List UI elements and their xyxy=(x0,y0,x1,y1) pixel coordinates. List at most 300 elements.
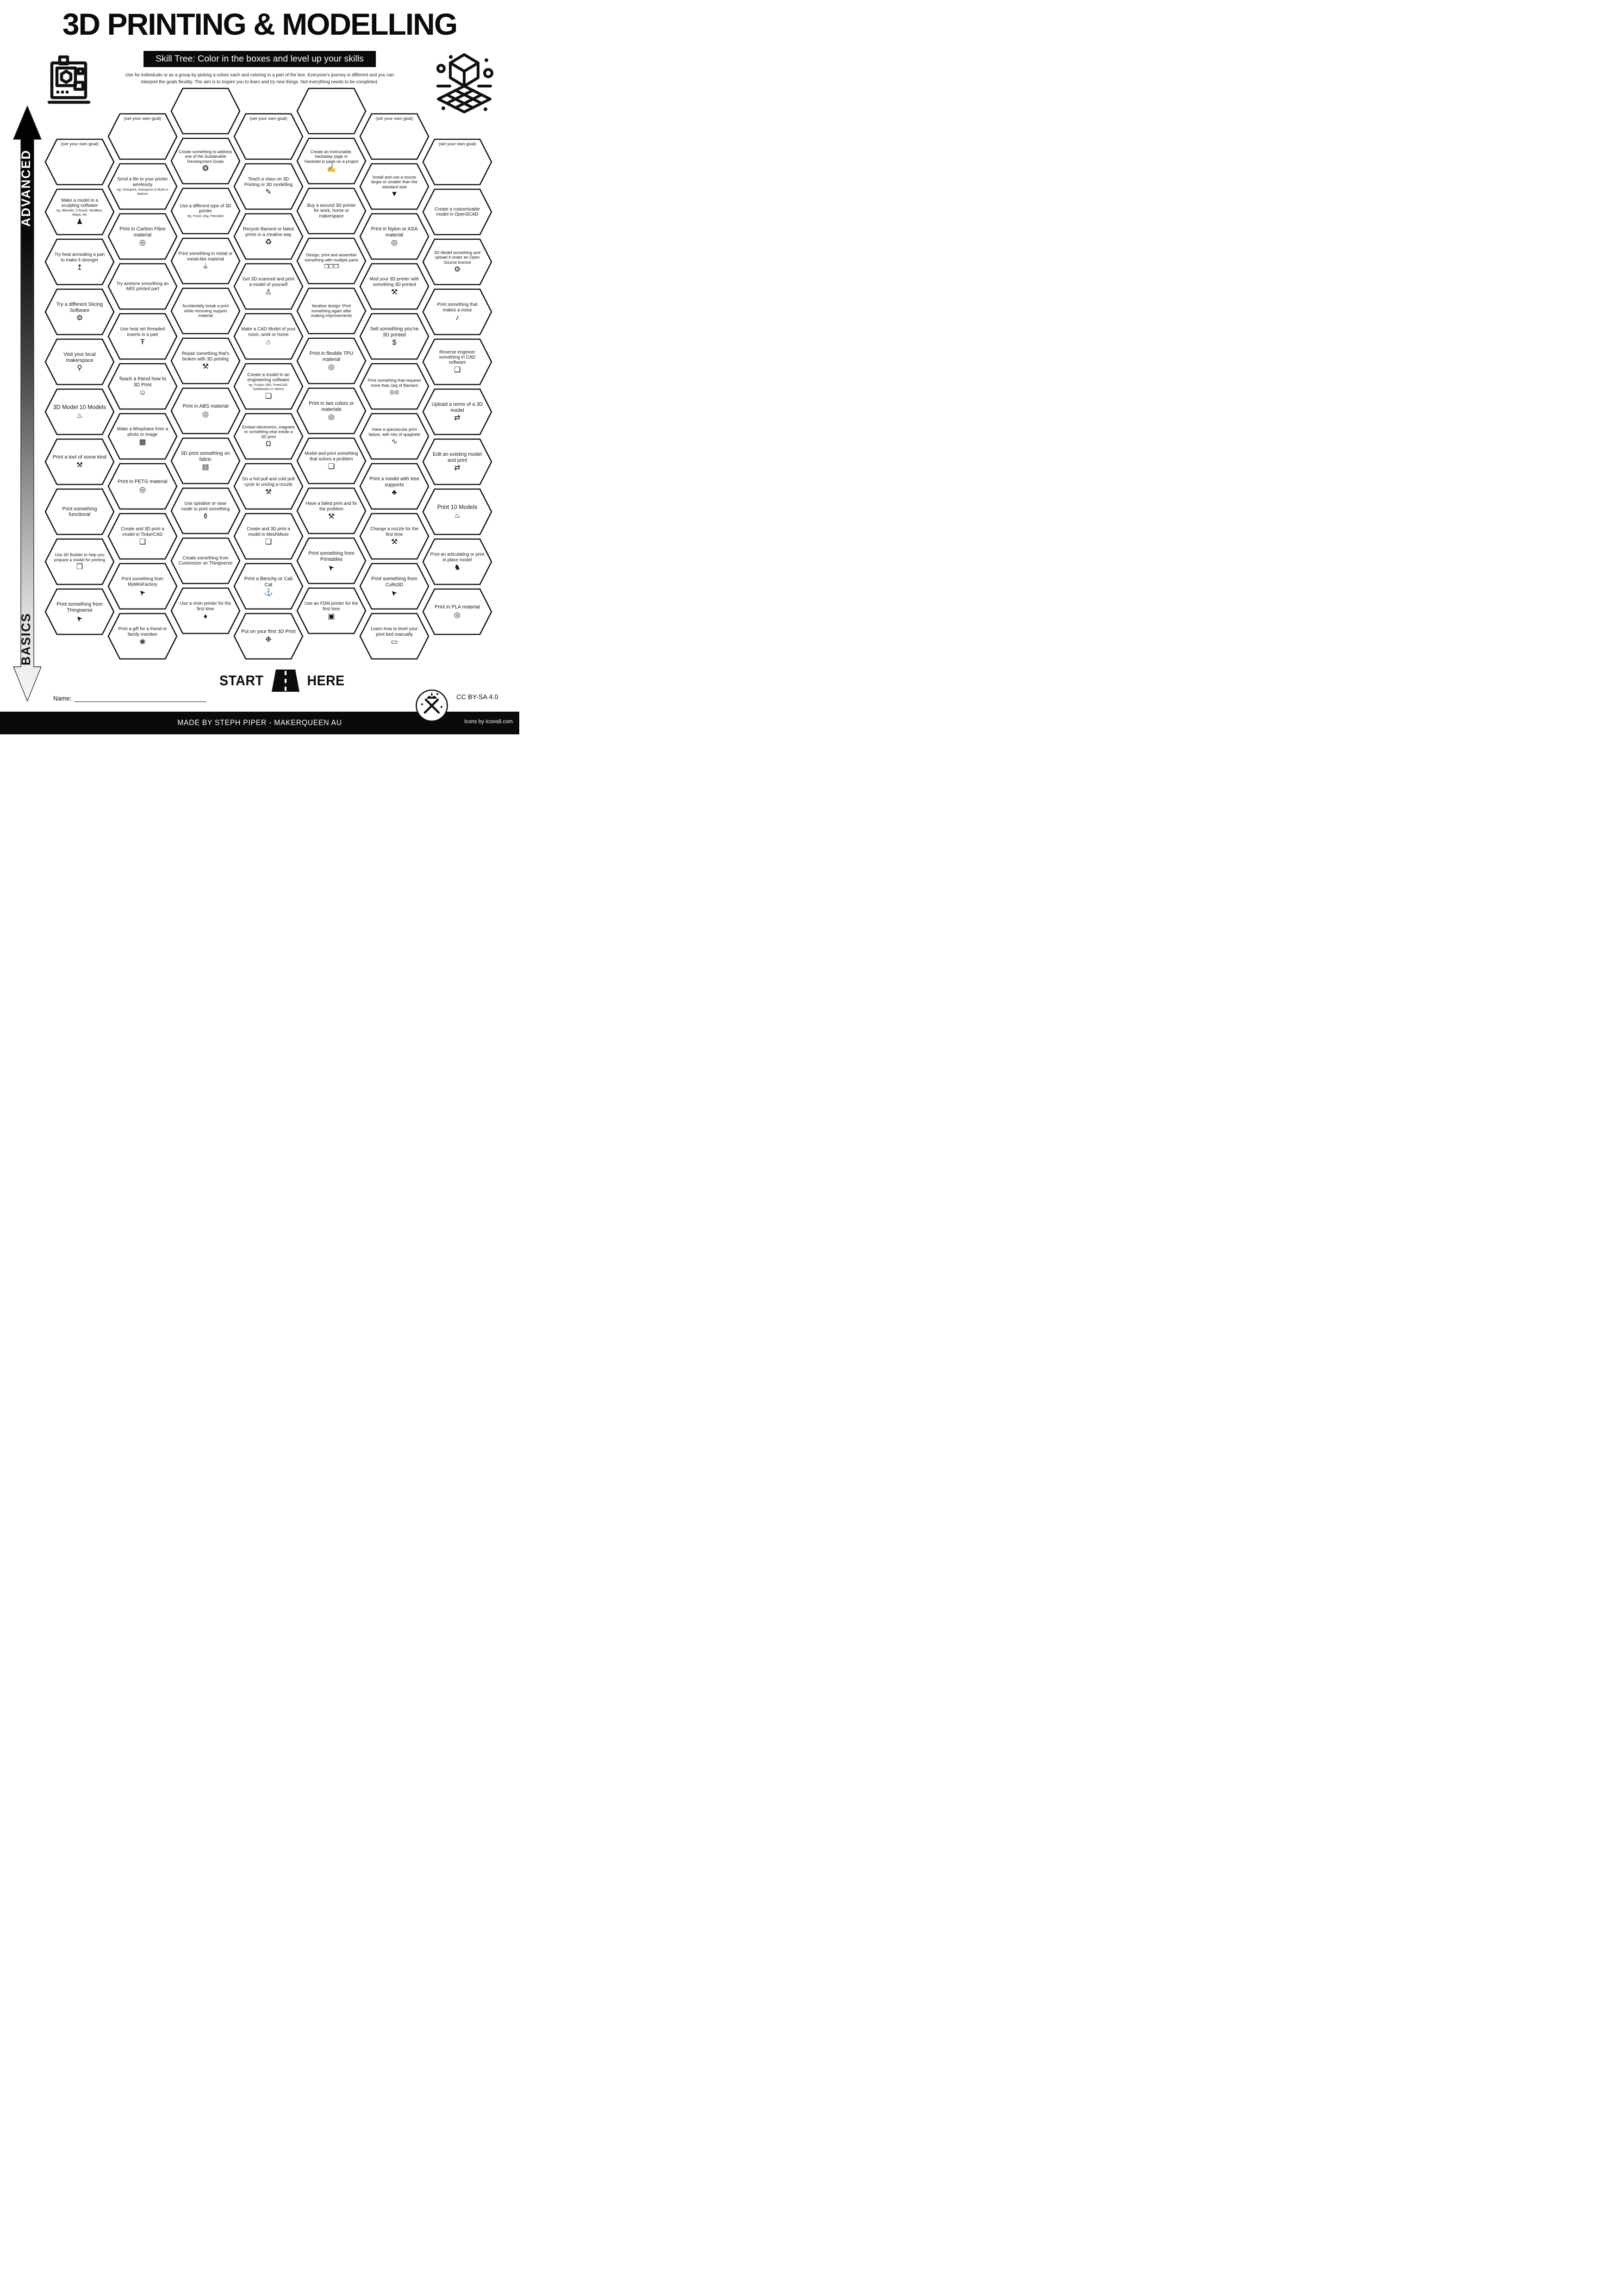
hex-make-a-model-in-a-sculpting-software[interactable] xyxy=(44,188,115,236)
hex-send-a-file-to-your-printer-wirelessly[interactable] xyxy=(107,162,178,211)
hex-content xyxy=(115,263,170,310)
hex-use-heat-set-threaded-inserts-in-a-part[interactable] xyxy=(107,312,178,360)
hex-subtitle: eg. Blender, Z-brush, MudBox, Maya, etc xyxy=(56,208,103,217)
hex-title: Change a nozzle for the first time xyxy=(370,527,419,537)
hex-content xyxy=(304,138,359,184)
crossed-tools-icon: ⚒ xyxy=(328,512,335,521)
hex-content xyxy=(367,463,422,509)
hex-content xyxy=(52,339,107,385)
footer-credit: MADE BY STEPH PIPER - MAKERQUEEN AU xyxy=(177,719,342,727)
hex-print-in-flexible-tpu-material[interactable] xyxy=(296,337,367,385)
hex-content xyxy=(178,138,233,184)
hex-subtitle: eg. Octoprint, Astroprint or Built-in feature xyxy=(117,187,168,196)
hex-content xyxy=(178,438,233,484)
hex-change-a-nozzle-for-the-first-time[interactable] xyxy=(359,512,429,560)
filament-spool-icon: ◎ xyxy=(328,363,335,371)
filament-spool-icon: ◎ xyxy=(139,485,146,494)
hex-content xyxy=(52,589,107,635)
hex-content xyxy=(367,563,422,609)
hex-title: Print in Nylon or ASA material xyxy=(371,226,418,238)
hex-put-on-your-first-3d-print[interactable] xyxy=(233,612,304,660)
cake-icon: ♨ xyxy=(454,511,461,520)
hex-repair-something-that-s-broken-with-3d-pri[interactable] xyxy=(170,337,241,385)
remix-arrows-icon: ⇄ xyxy=(454,414,460,422)
hex-title: 3D print something on fabric xyxy=(181,451,230,462)
hex-content xyxy=(241,363,296,410)
hex-title: Do a hot pull and cold pull cycle to unclog a nozzle xyxy=(242,477,295,487)
hex-create-and-3d-print-a-model-in-tinkercad[interactable] xyxy=(107,512,178,560)
basics-label: BASICS xyxy=(19,612,33,665)
hex-title: Create a customizable model in OpenSCAD xyxy=(435,206,480,217)
remix-arrows-icon: ⇄ xyxy=(454,464,460,472)
hex-accidentally-break-a-print-while-removing-[interactable] xyxy=(170,287,241,335)
hex-do-a-hot-pull-and-cold-pull-cycle-to-unclo[interactable] xyxy=(233,462,304,510)
printer-icon: ▣ xyxy=(328,612,335,621)
hex-edit-an-existing-model-and-print[interactable] xyxy=(422,438,492,486)
hex-have-a-failed-print-and-fix-the-problem[interactable] xyxy=(296,487,367,535)
hex-buy-a-second-3d-printer-for-work-home-or-m[interactable] xyxy=(296,187,367,235)
hex-content xyxy=(52,539,107,585)
hex-print-something-from-printables[interactable] xyxy=(296,537,367,585)
hex-content xyxy=(430,139,485,188)
hex-create-a-customizable-model-in-openscad[interactable] xyxy=(422,188,492,236)
hex-content xyxy=(52,139,107,188)
hex-print-in-carbon-fibre-material[interactable] xyxy=(107,212,178,261)
crossed-tools-icon: ⚒ xyxy=(265,488,272,496)
anvil-icon: ⏚ xyxy=(201,262,209,271)
filament-spool-icon: ◎ xyxy=(139,238,146,247)
hex-print-something-from-thingiverse[interactable] xyxy=(44,588,115,636)
hex-content xyxy=(430,289,485,335)
hex-content xyxy=(178,388,233,434)
hex-use-a-different-type-of-3d-printer[interactable] xyxy=(170,187,241,235)
hex-content xyxy=(241,513,296,559)
hex-title: Learn how to level your print bed manually xyxy=(371,627,418,637)
name-field xyxy=(53,694,206,702)
hex-print-something-from-myminifactory[interactable] xyxy=(107,562,178,610)
led-icon: Ω xyxy=(266,440,271,448)
gift-bow-icon: ❀ xyxy=(139,638,146,646)
hex-print-something-functional[interactable] xyxy=(44,488,115,536)
hex-title: Try a different Slicing Software xyxy=(56,302,103,313)
hex-title: Have a spectacular print failure, with lots of spaghetti xyxy=(368,427,420,437)
hex-content xyxy=(241,163,296,210)
hex-content xyxy=(178,188,233,234)
hex-content xyxy=(241,113,296,163)
hex-content xyxy=(115,313,170,360)
document-icon: ✍ xyxy=(327,165,336,173)
hex-mod-your-3d-printer-with-something-3d-prin[interactable] xyxy=(359,262,429,310)
hex-content xyxy=(241,563,296,609)
hex-content xyxy=(115,613,170,659)
road-icon xyxy=(271,669,300,692)
hex-title: 3D Model 10 Models xyxy=(53,404,106,411)
hex-title: Design, print and assemble something with multiple parts xyxy=(304,253,359,262)
hex-make-a-lithophane-from-a-photo-or-image[interactable] xyxy=(107,412,178,460)
hex-content xyxy=(115,213,170,260)
hex-create-something-from-customizer-on-thingi[interactable] xyxy=(170,537,241,585)
hex-title: Use a different type of 3D printer xyxy=(180,203,231,214)
honeycomb xyxy=(0,0,519,734)
hex-blank[interactable] xyxy=(170,87,241,135)
hex-title: Create something to address one of the Sustainable Development Goals xyxy=(179,149,232,164)
hex-3d-print-something-on-fabric[interactable] xyxy=(170,437,241,485)
hex-content xyxy=(52,489,107,535)
hex-content xyxy=(241,463,296,509)
hex-create-something-to-address-one-of-the-sus[interactable] xyxy=(170,137,241,185)
benchy-boat-icon: ⚓ xyxy=(264,588,273,596)
hex-content xyxy=(304,88,359,134)
cube-icon: ❑ xyxy=(265,392,272,401)
name-label: Name: xyxy=(53,695,72,702)
hex-content xyxy=(304,288,359,334)
hex-title: 3D Model something and upload it under an Open Source licence xyxy=(434,250,481,265)
hex-set-your-own-goal[interactable] xyxy=(233,112,304,161)
hex-content xyxy=(115,513,170,559)
license-label: CC BY-SA 4.0 xyxy=(456,694,498,701)
hex-title: Print 10 Models xyxy=(437,504,478,511)
hex-content xyxy=(241,263,296,310)
hex-title: Sell something you've 3D printed xyxy=(370,326,419,338)
hex-content xyxy=(178,588,233,634)
home-icon: ⌂ xyxy=(266,338,271,346)
hex-title: Accidentally break a print while removing support material xyxy=(182,304,229,318)
hex-title: Get 3D scanned and print a model of yourself xyxy=(243,277,294,287)
hex-title: Print in two colors or materials xyxy=(309,401,354,412)
hex-title: (set your own goal) xyxy=(249,116,287,121)
hex-title: Make a CAD Model of your room, work or home xyxy=(241,327,296,337)
money-bag-icon: $ xyxy=(392,338,397,347)
hex-content xyxy=(241,213,296,260)
hex-content xyxy=(304,588,359,634)
hex-3d-model-10-models[interactable] xyxy=(44,388,115,436)
hex-content xyxy=(430,489,485,535)
hex-content xyxy=(367,613,422,659)
hex-content xyxy=(241,313,296,360)
hex-content xyxy=(304,388,359,434)
hex-title: Print in PETG material xyxy=(118,479,168,485)
hex-title: Create an instructable, hackaday page or Hackster.io page on a project xyxy=(304,149,359,164)
hex-title: Print a gift for a friend or family member xyxy=(118,627,167,637)
hex-content xyxy=(367,163,422,210)
hex-title: Use 3D Builder to help you prepare a model for printing xyxy=(54,552,106,562)
hex-blank[interactable] xyxy=(296,87,367,135)
crossed-tools-icon: ⚒ xyxy=(391,288,398,296)
whistle-icon: ♪ xyxy=(455,313,459,322)
hex-print-10-models[interactable] xyxy=(422,488,492,536)
hex-title: Use spiralise or vase mode to print something xyxy=(181,501,230,512)
hex-title: Print in ABS material xyxy=(182,403,229,410)
hex-title: Create something from Customizer on Thingiverse xyxy=(178,555,233,566)
hex-use-an-fdm-printer-for-the-first-time[interactable] xyxy=(296,587,367,635)
hex-title: (set your own goal) xyxy=(438,142,476,147)
ruler-icon: ▭ xyxy=(391,638,398,646)
cake-icon: ♨ xyxy=(76,411,83,420)
hex-title: Create a model in an engineering software xyxy=(247,372,290,383)
hex-upload-a-remix-of-a-3d-model[interactable] xyxy=(422,388,492,436)
hex-content xyxy=(115,113,170,163)
hex-content xyxy=(241,613,296,659)
hex-use-spiralise-or-vase-mode-to-print-someth[interactable] xyxy=(170,487,241,535)
hex-print-in-petg-material[interactable] xyxy=(107,462,178,510)
hex-title: Print something functional xyxy=(62,506,97,517)
hex-title: Recycle filament or failed prints in a creative way xyxy=(243,227,294,237)
hex-title: Print something from Thingiverse xyxy=(56,602,103,613)
screw-icon: Ŧ xyxy=(140,338,145,346)
hex-content xyxy=(304,188,359,234)
cube-icon: ❑ xyxy=(265,538,272,546)
hex-print-a-model-with-tree-supports[interactable] xyxy=(359,462,429,510)
open-source-gear-icon: ⚙ xyxy=(454,266,461,274)
hex-title: Iterative design: Print something again after making improvements xyxy=(311,304,352,318)
hex-install-and-use-a-nozzle-larger-or-smaller[interactable] xyxy=(359,162,429,211)
hex-title: Use a resin printer for the first time xyxy=(180,601,231,612)
hex-design-print-and-assemble-something-with-m[interactable] xyxy=(296,237,367,285)
nozzle-icon: ▼ xyxy=(391,190,398,199)
hex-content xyxy=(52,189,107,235)
hex-content xyxy=(430,189,485,235)
hex-set-your-own-goal[interactable] xyxy=(422,138,492,186)
hex-create-an-instructable-hackaday-page-or-ha[interactable] xyxy=(296,137,367,185)
hex-title: Teach a class on 3D Printing or 3D modelling xyxy=(244,177,293,187)
hex-title: Print a model with tree supports xyxy=(369,476,419,488)
hex-teach-a-class-on-3d-printing-or-3d-modelli[interactable] xyxy=(233,162,304,211)
hex-content xyxy=(304,488,359,534)
hex-title: Reverse engineer something in CAD software xyxy=(439,349,476,366)
hex-title: Print in Carbon Fibre material xyxy=(119,226,166,238)
hex-content xyxy=(52,289,107,335)
hex-title: Visit your local makerspace xyxy=(63,352,96,363)
hex-title: Put on your first 3D Print xyxy=(241,629,296,635)
sdg-wheel-icon: ❂ xyxy=(202,165,209,173)
hex-title: Try acetone smoothing an ABS printed part xyxy=(116,281,169,292)
hex-title: Make a lithophane from a photo or image xyxy=(117,427,168,437)
hex-title: Use heat set threaded inserts in a part xyxy=(120,327,165,337)
hex-print-an-articulating-or-print-in-place-mo[interactable] xyxy=(422,538,492,586)
friends-icon: ☺ xyxy=(138,388,147,397)
hex-try-heat-annealing-a-part-to-make-it-stron[interactable] xyxy=(44,238,115,286)
hex-content xyxy=(178,538,233,584)
hex-title: Use an FDM printer for the first time xyxy=(305,601,358,612)
hex-print-a-benchy-or-cali-cat[interactable] xyxy=(233,562,304,610)
hex-content xyxy=(304,238,359,284)
here-label: HERE xyxy=(307,672,345,689)
hex-title: Print something that requires more than 1kg of filament xyxy=(367,378,421,388)
hex-subtitle: eg. Fusion 360, FreeCAD, Solidworks or others xyxy=(249,383,288,391)
hex-title: Create and 3D print a model in MeshMixer xyxy=(247,527,290,537)
picture-icon: ▦ xyxy=(139,438,146,446)
start-here-banner xyxy=(218,669,346,692)
hex-title: Print something that makes a noise xyxy=(437,302,478,313)
hex-title: Make a model in a sculpting software xyxy=(61,198,99,209)
hex-content xyxy=(430,339,485,385)
hex-content xyxy=(430,589,485,635)
start-label: START xyxy=(219,672,264,689)
hex-content xyxy=(367,363,422,410)
hex-title: Upload a remix of a 3D model xyxy=(431,402,483,413)
hex-title: Edit an existing model and print xyxy=(433,452,482,463)
hex-title: Print something in metal or metal-like material xyxy=(178,251,233,262)
thermometer-up-icon: ↥ xyxy=(76,263,83,272)
hex-title: Print something from Cults3D xyxy=(371,576,417,588)
filament-spool-icon: ◎ xyxy=(454,611,460,619)
cube-icon: ❑ xyxy=(328,462,335,471)
hex-content xyxy=(367,313,422,360)
hex-title: Try heat annealing a part to make it stronger xyxy=(54,252,105,263)
hex-title: Print an articulating or print in place model xyxy=(430,552,485,563)
statue-icon: ♟ xyxy=(76,218,83,226)
hex-print-in-abs-material[interactable] xyxy=(170,387,241,435)
hex-content xyxy=(115,413,170,459)
hex-title: Print a tool of some kind xyxy=(53,454,106,460)
fabric-icon: ▤ xyxy=(202,463,209,471)
cursor-icon: ➤ xyxy=(326,562,336,573)
hex-title: Install and use a nozzle larger or smaller than the standard size xyxy=(371,174,418,189)
hex-title: (set your own goal) xyxy=(61,142,99,147)
crossed-tools-icon: ⚒ xyxy=(391,538,398,546)
hex-subtitle: eg. Food, clay, Pancake xyxy=(187,214,224,218)
hex-content xyxy=(430,539,485,585)
advanced-label: ADVANCED xyxy=(19,149,33,227)
hex-content xyxy=(367,413,422,459)
crossed-tools-icon: ⚒ xyxy=(76,461,83,469)
hex-print-in-pla-material[interactable] xyxy=(422,588,492,636)
cursor-icon: ➤ xyxy=(74,613,85,624)
crossed-tools-icon: ⚒ xyxy=(202,362,209,371)
hex-embed-electronics-magnets-or-something-els[interactable] xyxy=(233,412,304,460)
description-line1: Use for individuals or as a group by picking a colour each and coloring in a part of the box. Everyone's journey is different and you can xyxy=(125,73,394,78)
hex-title: Create and 3D print a model in TinkerCAD xyxy=(121,527,164,537)
hex-content xyxy=(430,239,485,285)
hex-title: (set your own goal) xyxy=(124,116,162,121)
hex-content xyxy=(178,488,233,534)
hex-create-a-model-in-an-engineering-software[interactable] xyxy=(233,362,304,410)
hex-title: Send a file to your printer wirelessly xyxy=(117,177,168,187)
hex-print-something-in-metal-or-metal-like-mat[interactable] xyxy=(170,237,241,285)
recycle-icon: ♻ xyxy=(265,238,272,246)
hex-teach-a-friend-how-to-3d-print[interactable] xyxy=(107,362,178,410)
hex-use-3d-builder-to-help-you-prepare-a-model[interactable] xyxy=(44,538,115,586)
hex-title: Print something from MyMiniFactory xyxy=(121,577,164,587)
icons8-credit: Icons by Icons8.com xyxy=(464,719,513,725)
hex-title: Embed electronics, magnets or something else inside a 3D print xyxy=(242,424,295,439)
hex-create-and-3d-print-a-model-in-meshmixer[interactable] xyxy=(233,512,304,560)
cube-icon: ❑ xyxy=(454,366,461,374)
hex-make-a-cad-model-of-your-room-work-or-home[interactable] xyxy=(233,312,304,360)
hex-title: Buy a second 3D printer for work, home or makerspace xyxy=(307,203,356,219)
hex-content xyxy=(115,363,170,410)
cursor-icon: ➤ xyxy=(137,587,148,597)
hex-get-3d-scanned-and-print-a-model-of-yourse[interactable] xyxy=(233,262,304,310)
filament-spool-icon: ◎ xyxy=(328,413,335,421)
hex-print-something-that-requires-more-than-1k[interactable] xyxy=(359,362,429,410)
droplet-icon: ♦ xyxy=(203,612,208,621)
vase-icon: ⚱ xyxy=(202,512,209,521)
hex-content xyxy=(304,538,359,584)
hex-recycle-filament-or-failed-prints-in-a-cre[interactable] xyxy=(233,212,304,261)
hex-set-your-own-goal[interactable] xyxy=(107,112,178,161)
makerqueen-badge-icon xyxy=(415,689,449,723)
hex-sell-something-you-ve-3d-printed[interactable] xyxy=(359,312,429,360)
name-input[interactable] xyxy=(75,694,206,702)
hex-content xyxy=(52,439,107,485)
hex-print-in-nylon-or-asa-material[interactable] xyxy=(359,212,429,261)
party-popper-icon: ❉ xyxy=(265,635,272,644)
hex-title: Mod your 3D printer with something 3D printed xyxy=(369,277,419,287)
hex-content xyxy=(367,113,422,163)
hex-print-a-gift-for-a-friend-or-family-member[interactable] xyxy=(107,612,178,660)
3d-builder-icon: ❒ xyxy=(76,563,83,571)
hex-content xyxy=(115,463,170,509)
hex-learn-how-to-level-your-print-bed-manually[interactable] xyxy=(359,612,429,660)
subtitle-banner: Skill Tree: Color in the boxes and level up your skills xyxy=(143,51,376,67)
hex-print-in-two-colors-or-materials[interactable] xyxy=(296,387,367,435)
hex-title: Print in PLA material xyxy=(435,604,480,610)
hex-content xyxy=(304,338,359,384)
hex-title: Model and print something that solves a problem xyxy=(305,451,358,462)
hex-title: Print a Benchy or Cali Cat xyxy=(244,576,293,588)
hex-content xyxy=(430,439,485,485)
hex-content xyxy=(115,563,170,609)
hex-print-something-from-cults3d[interactable] xyxy=(359,562,429,610)
hex-set-your-own-goal[interactable] xyxy=(359,112,429,161)
map-pin-icon: ⚲ xyxy=(77,364,82,372)
hex-content xyxy=(367,263,422,310)
hex-have-a-spectacular-print-failure-with-lots[interactable] xyxy=(359,412,429,460)
filament-spools-icon: ◎◎ xyxy=(389,388,399,395)
hex-print-something-that-makes-a-noise[interactable] xyxy=(422,288,492,336)
hex-title: Print something from Printables xyxy=(308,551,355,562)
hex-content xyxy=(52,389,107,435)
hex-3d-model-something-and-upload-it-under-an-[interactable] xyxy=(422,238,492,286)
hex-content xyxy=(241,413,296,459)
hex-content xyxy=(178,338,233,384)
hex-title: Print in flexible TPU material xyxy=(309,351,354,362)
hex-reverse-engineer-something-in-cad-software[interactable] xyxy=(422,338,492,386)
hex-content xyxy=(367,213,422,260)
hex-title: Repair something that's broken with 3D printing xyxy=(181,351,230,362)
tree-icon: ♣ xyxy=(392,488,397,496)
hex-content xyxy=(430,389,485,435)
spaghetti-icon: ∿ xyxy=(391,437,398,446)
hex-set-your-own-goal[interactable] xyxy=(44,138,115,186)
hex-title: Teach a friend how to 3D Print xyxy=(118,376,167,388)
hex-visit-your-local-makerspace[interactable] xyxy=(44,338,115,386)
dragon-icon: ♞ xyxy=(454,563,461,571)
hex-try-acetone-smoothing-an-abs-printed-part[interactable] xyxy=(107,262,178,310)
hex-content xyxy=(367,513,422,559)
hex-content xyxy=(115,163,170,210)
teacher-icon: ✎ xyxy=(265,188,272,196)
hex-print-a-tool-of-some-kind[interactable] xyxy=(44,438,115,486)
person-icon: ♙ xyxy=(265,288,272,296)
cubes-icon: ❒❒❒ xyxy=(324,263,339,270)
hex-try-a-different-slicing-software[interactable] xyxy=(44,288,115,336)
hex-content xyxy=(178,238,233,284)
cube-icon: ❑ xyxy=(139,538,146,546)
hex-use-a-resin-printer-for-the-first-time[interactable] xyxy=(170,587,241,635)
hex-iterative-design-print-something-again-aft[interactable] xyxy=(296,287,367,335)
hex-content xyxy=(52,239,107,285)
page-title: 3D PRINTING & MODELLING xyxy=(62,7,457,41)
hex-content xyxy=(178,288,233,334)
hex-content xyxy=(178,88,233,134)
filament-spool-icon: ◎ xyxy=(202,410,209,418)
hex-content xyxy=(304,438,359,484)
hex-model-and-print-something-that-solves-a-pr[interactable] xyxy=(296,437,367,485)
hex-title: (set your own goal) xyxy=(375,116,413,121)
skill-tree-poster xyxy=(0,0,519,734)
